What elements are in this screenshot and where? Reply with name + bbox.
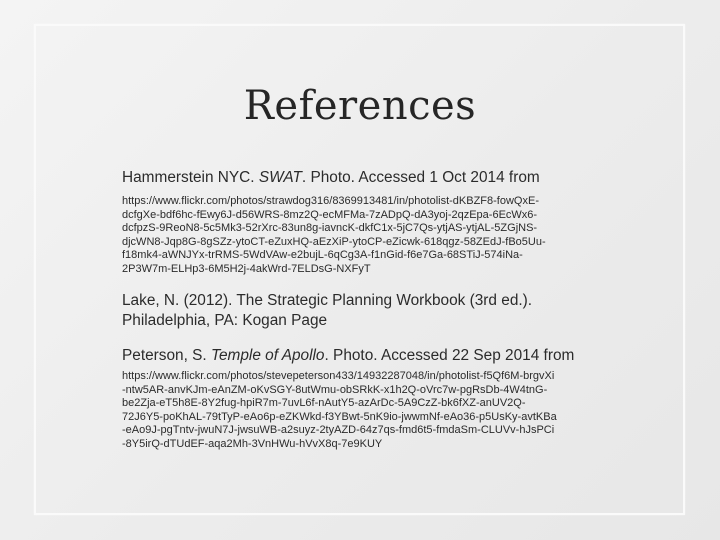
reference-url-line: djcWN8-Jqp8G-8gSZz-ytoCT-eZuxHQ-aEzXiP-ytoCP-eZicwk-618qgz-58ZEdJ-fBo5Uu- [122,235,546,248]
reference-hammerstein [122,168,608,276]
reference-lake [122,291,608,331]
reference-author: Peterson, S. [122,347,207,364]
reference-url-line: be2Zja-eT5h8E-8Y2fug-hpiR7m-7uvL6f-nAutY5-azArDc-5A9CzZ-bk6fXZ-anUV2Q- [122,397,526,409]
reference-citation [122,346,608,366]
reference-url-line: https://www.flickr.com/photos/strawdog316/8369913481/in/photolist-dKBZF8-fowQxE- [122,195,539,207]
reference-url-line: dcfgXe-bdf6hc-fEwy6J-d56WRS-8mz2Q-ecMFMa-7zADpQ-dA3yoj-2qzEpa-6EcWx6- [122,208,538,221]
reference-url-line: https://www.flickr.com/photos/stevepeterson433/14932287048/in/photolist-f5Qf6M-brgvXi [122,370,555,382]
reference-details: . Photo. Accessed 1 Oct 2014 from [301,169,540,186]
reference-peterson [122,346,608,451]
reference-work-title: SWAT [258,169,302,186]
reference-url-line: 72J6Y5-poKhAL-79tTyP-eAo6p-eZKWkd-f3YBwt-5nK9io-jwwmNf-eAo36-p5UsKy-avtKBa [122,410,557,423]
reference-work-title: Temple of Apollo [210,347,325,364]
reference-url-line: 2P3W7m-ELHp3-6M5H2j-4akWrd-7ELDsG-NXFyT [122,262,371,275]
reference-url-line: -8Y5irQ-dTUdEF-aqa2Mh-3VnHWu-hVvX8q-7e9KUY [122,437,383,450]
references-list [122,168,608,451]
reference-url-line: -eAo9J-pgTntv-jwuN7J-jwsuWB-a2suyz-2tyAZD-64z7qs-fmd6t5-fmdaSm-CLUVv-hJsPCi [122,424,555,436]
reference-citation-line: Lake, N. (2012). The Strategic Planning Workbook (3rd ed.). [122,292,533,309]
reference-citation [122,168,608,188]
reference-url-line: dcfpzS-9ReoN8-5c5Mk3-52rXrc-83un8g-iavncK-dkfC1x-5jC7Qs-ytjAS-ytjAL-5ZGjNS- [122,222,538,234]
reference-author: Hammerstein NYC. [122,169,255,186]
reference-url-line: -ntw5AR-anvKJm-eAnZM-oKvSGY-8utWmu-obSRkK-x1h2Q-oVrc7w-pgRsDb-4W4tnG- [122,383,548,396]
reference-url-line: f18mk4-aWNJYx-trRMS-5WdVAw-e2bujL-6qCg3A-f1nGid-f6e7Ga-68STiJ-574iNa- [122,249,523,261]
reference-citation-line: Philadelphia, PA: Kogan Page [122,312,328,329]
slide-title: References [243,83,477,129]
reference-details: . Photo. Accessed 22 Sep 2014 from [324,347,575,364]
